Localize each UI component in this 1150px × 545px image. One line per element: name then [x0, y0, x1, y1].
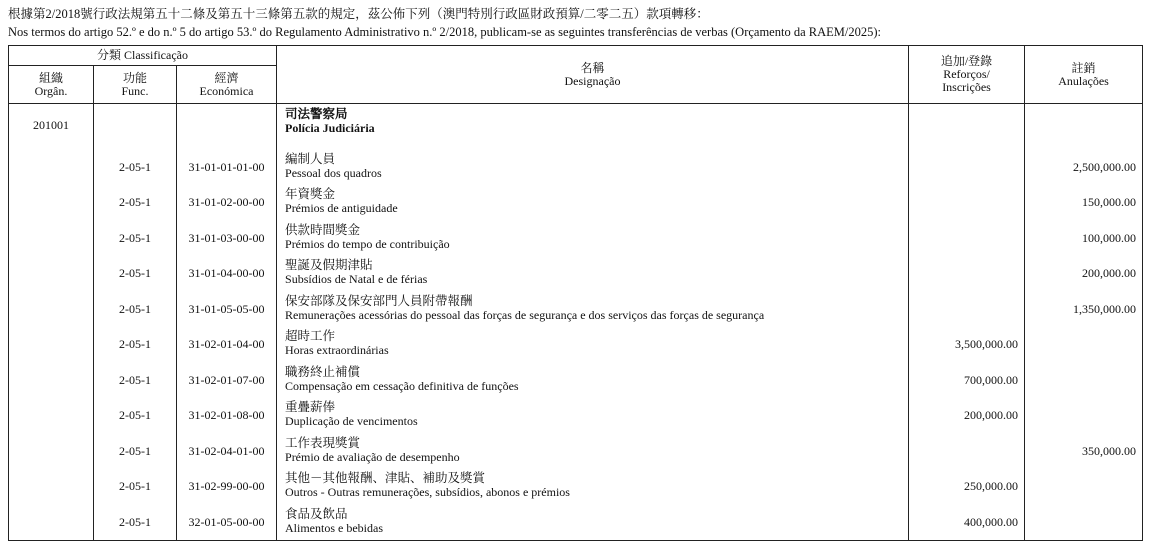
transfer-table	[8, 45, 1143, 541]
row-anulacao: 150,000.00	[1025, 185, 1143, 221]
entity-row	[9, 104, 1143, 150]
row-funcional: 2-05-1	[94, 505, 177, 541]
row-organica-cell	[9, 398, 94, 434]
row-reforco	[909, 221, 1025, 257]
table-row	[9, 505, 1143, 541]
designation-header-pt: Designação	[564, 73, 621, 88]
row-organica-cell	[9, 292, 94, 328]
row-designation-zh: 工作表現獎賞	[285, 435, 361, 450]
table-row	[9, 398, 1143, 434]
row-funcional: 2-05-1	[94, 469, 177, 505]
row-designation	[277, 292, 909, 328]
anulacoes-header-zh: 註銷	[1071, 60, 1096, 75]
anulacoes-header-pt: Anulações	[1058, 73, 1109, 88]
funcional-header-pt: Func.	[121, 83, 149, 98]
row-reforco: 200,000.00	[909, 398, 1025, 434]
row-economica: 31-02-01-07-00	[177, 363, 277, 399]
funcional-header-zh: 功能	[122, 70, 147, 85]
row-anulacao	[1025, 327, 1143, 363]
row-anulacao: 200,000.00	[1025, 256, 1143, 292]
row-anulacao: 1,350,000.00	[1025, 292, 1143, 328]
row-anulacao: 100,000.00	[1025, 221, 1143, 257]
row-designation	[277, 221, 909, 257]
row-designation	[277, 185, 909, 221]
row-designation-zh: 保安部隊及保安部門人員附帶報酬	[285, 293, 473, 308]
row-reforco	[909, 150, 1025, 186]
row-organica-cell	[9, 363, 94, 399]
economica-header	[177, 66, 277, 104]
row-reforco: 250,000.00	[909, 469, 1025, 505]
row-designation	[277, 469, 909, 505]
row-funcional: 2-05-1	[94, 434, 177, 470]
row-funcional: 2-05-1	[94, 363, 177, 399]
row-funcional: 2-05-1	[94, 150, 177, 186]
intro-chinese: 根據第2/2018號行政法規第五十二條及第五十三條第五款的規定，茲公佈下列（澳門特別行政區財政預算/二零二五）款項轉移：	[8, 7, 709, 21]
row-reforco: 3,500,000.00	[909, 327, 1025, 363]
table-row	[9, 469, 1143, 505]
table-row	[9, 185, 1143, 221]
row-designation-pt: Alimentos e bebidas	[285, 520, 383, 535]
row-funcional: 2-05-1	[94, 221, 177, 257]
table-row	[9, 363, 1143, 399]
row-funcional: 2-05-1	[94, 256, 177, 292]
row-reforco: 700,000.00	[909, 363, 1025, 399]
row-designation-zh: 其他－其他報酬、津貼、補助及獎賞	[285, 471, 486, 485]
row-designation-pt: Prémios do tempo de contribuição	[285, 236, 450, 251]
row-designation-pt: Prémios de antiguidade	[285, 201, 398, 215]
funcional-header	[94, 66, 177, 104]
row-anulacao: 350,000.00	[1025, 434, 1143, 470]
row-organica-cell	[9, 256, 94, 292]
economica-header-pt: Económica	[199, 83, 254, 98]
row-designation	[277, 150, 909, 186]
reforcos-header-zh: 追加/登錄	[940, 54, 993, 68]
entity-name	[277, 104, 909, 150]
designation-header	[277, 46, 909, 104]
row-designation-pt: Remunerações acessórias do pessoal das forças de segurança e dos serviços das forças de segurança	[285, 307, 765, 322]
row-reforco	[909, 185, 1025, 221]
anulacoes-header	[1025, 46, 1143, 104]
row-economica: 31-02-01-04-00	[177, 327, 277, 363]
organica-header-zh: 組織	[38, 70, 63, 85]
reforcos-header-pt2: Inscrições	[942, 80, 991, 94]
row-funcional: 2-05-1	[94, 292, 177, 328]
row-funcional: 2-05-1	[94, 185, 177, 221]
table-row	[9, 327, 1143, 363]
row-organica-cell	[9, 185, 94, 221]
row-designation	[277, 363, 909, 399]
row-economica: 31-01-02-00-00	[177, 185, 277, 221]
row-designation-zh: 食品及飲品	[285, 506, 348, 521]
table-row	[9, 434, 1143, 470]
row-organica-cell	[9, 434, 94, 470]
reforcos-header-pt1: Reforços/	[943, 67, 990, 81]
row-designation-zh: 聖誕及假期津貼	[285, 258, 373, 272]
row-organica-cell	[9, 327, 94, 363]
entity-name-pt: Polícia Judiciária	[285, 121, 375, 135]
row-designation-zh: 職務終止補償	[285, 364, 361, 379]
entity-code: 201001	[9, 104, 94, 150]
economica-header-zh: 經濟	[214, 70, 239, 85]
row-designation	[277, 256, 909, 292]
row-economica: 31-01-05-05-00	[177, 292, 277, 328]
intro-portuguese: Nos termos do artigo 52.º e do n.º 5 do artigo 53.º do Regulamento Administrativo n.º 2/2018, publicam-se as seguintes transferências de verbas (Orçamento da RAEM/2025):	[8, 25, 881, 39]
row-designation-pt: Prémio de avaliação de desempenho	[285, 449, 460, 464]
row-funcional: 2-05-1	[94, 398, 177, 434]
row-reforco: 400,000.00	[909, 505, 1025, 541]
row-economica: 31-02-01-08-00	[177, 398, 277, 434]
entity-name-zh: 司法警察局	[285, 107, 348, 121]
entity-func-cell	[94, 104, 177, 150]
row-anulacao	[1025, 398, 1143, 434]
row-designation-pt: Compensação em cessação definitiva de funções	[285, 378, 519, 393]
organica-header-pt: Orgân.	[34, 83, 68, 98]
row-designation-zh: 供款時間獎金	[285, 222, 361, 237]
row-designation-zh: 年資獎金	[285, 187, 336, 201]
row-economica: 32-01-05-00-00	[177, 505, 277, 541]
row-anulacao	[1025, 363, 1143, 399]
row-designation-zh: 重疊薪俸	[285, 400, 336, 414]
row-anulacao: 2,500,000.00	[1025, 150, 1143, 186]
row-designation	[277, 398, 909, 434]
row-designation-pt: Horas extraordinárias	[285, 343, 389, 357]
table-row	[9, 256, 1143, 292]
row-designation-pt: Pessoal dos quadros	[285, 165, 382, 180]
row-designation-pt: Subsídios de Natal e de férias	[285, 272, 428, 286]
entity-anulacao-cell	[1025, 104, 1143, 150]
row-funcional: 2-05-1	[94, 327, 177, 363]
designation-header-zh: 名稱	[580, 60, 605, 75]
organica-header	[9, 66, 94, 104]
table-row	[9, 292, 1143, 328]
row-economica: 31-01-04-00-00	[177, 256, 277, 292]
row-anulacao	[1025, 469, 1143, 505]
row-economica: 31-02-04-01-00	[177, 434, 277, 470]
row-reforco	[909, 434, 1025, 470]
row-reforco	[909, 256, 1025, 292]
row-designation-zh: 超時工作	[285, 329, 336, 343]
row-organica-cell	[9, 505, 94, 541]
entity-reforco-cell	[909, 104, 1025, 150]
row-organica-cell	[9, 150, 94, 186]
row-designation-pt: Duplicação de vencimentos	[285, 414, 418, 428]
row-designation-zh: 編制人員	[285, 151, 336, 166]
row-economica: 31-01-01-01-00	[177, 150, 277, 186]
row-reforco	[909, 292, 1025, 328]
reforcos-header	[909, 46, 1025, 104]
row-designation	[277, 327, 909, 363]
row-designation	[277, 505, 909, 541]
table-row	[9, 150, 1143, 186]
row-economica: 31-02-99-00-00	[177, 469, 277, 505]
entity-eco-cell	[177, 104, 277, 150]
row-designation-pt: Outros - Outras remunerações, subsídios, abonos e prémios	[285, 485, 570, 499]
row-organica-cell	[9, 221, 94, 257]
classification-header: 分類 Classificação	[9, 46, 277, 66]
table-row	[9, 221, 1143, 257]
row-organica-cell	[9, 469, 94, 505]
row-designation	[277, 434, 909, 470]
row-anulacao	[1025, 505, 1143, 541]
row-economica: 31-01-03-00-00	[177, 221, 277, 257]
